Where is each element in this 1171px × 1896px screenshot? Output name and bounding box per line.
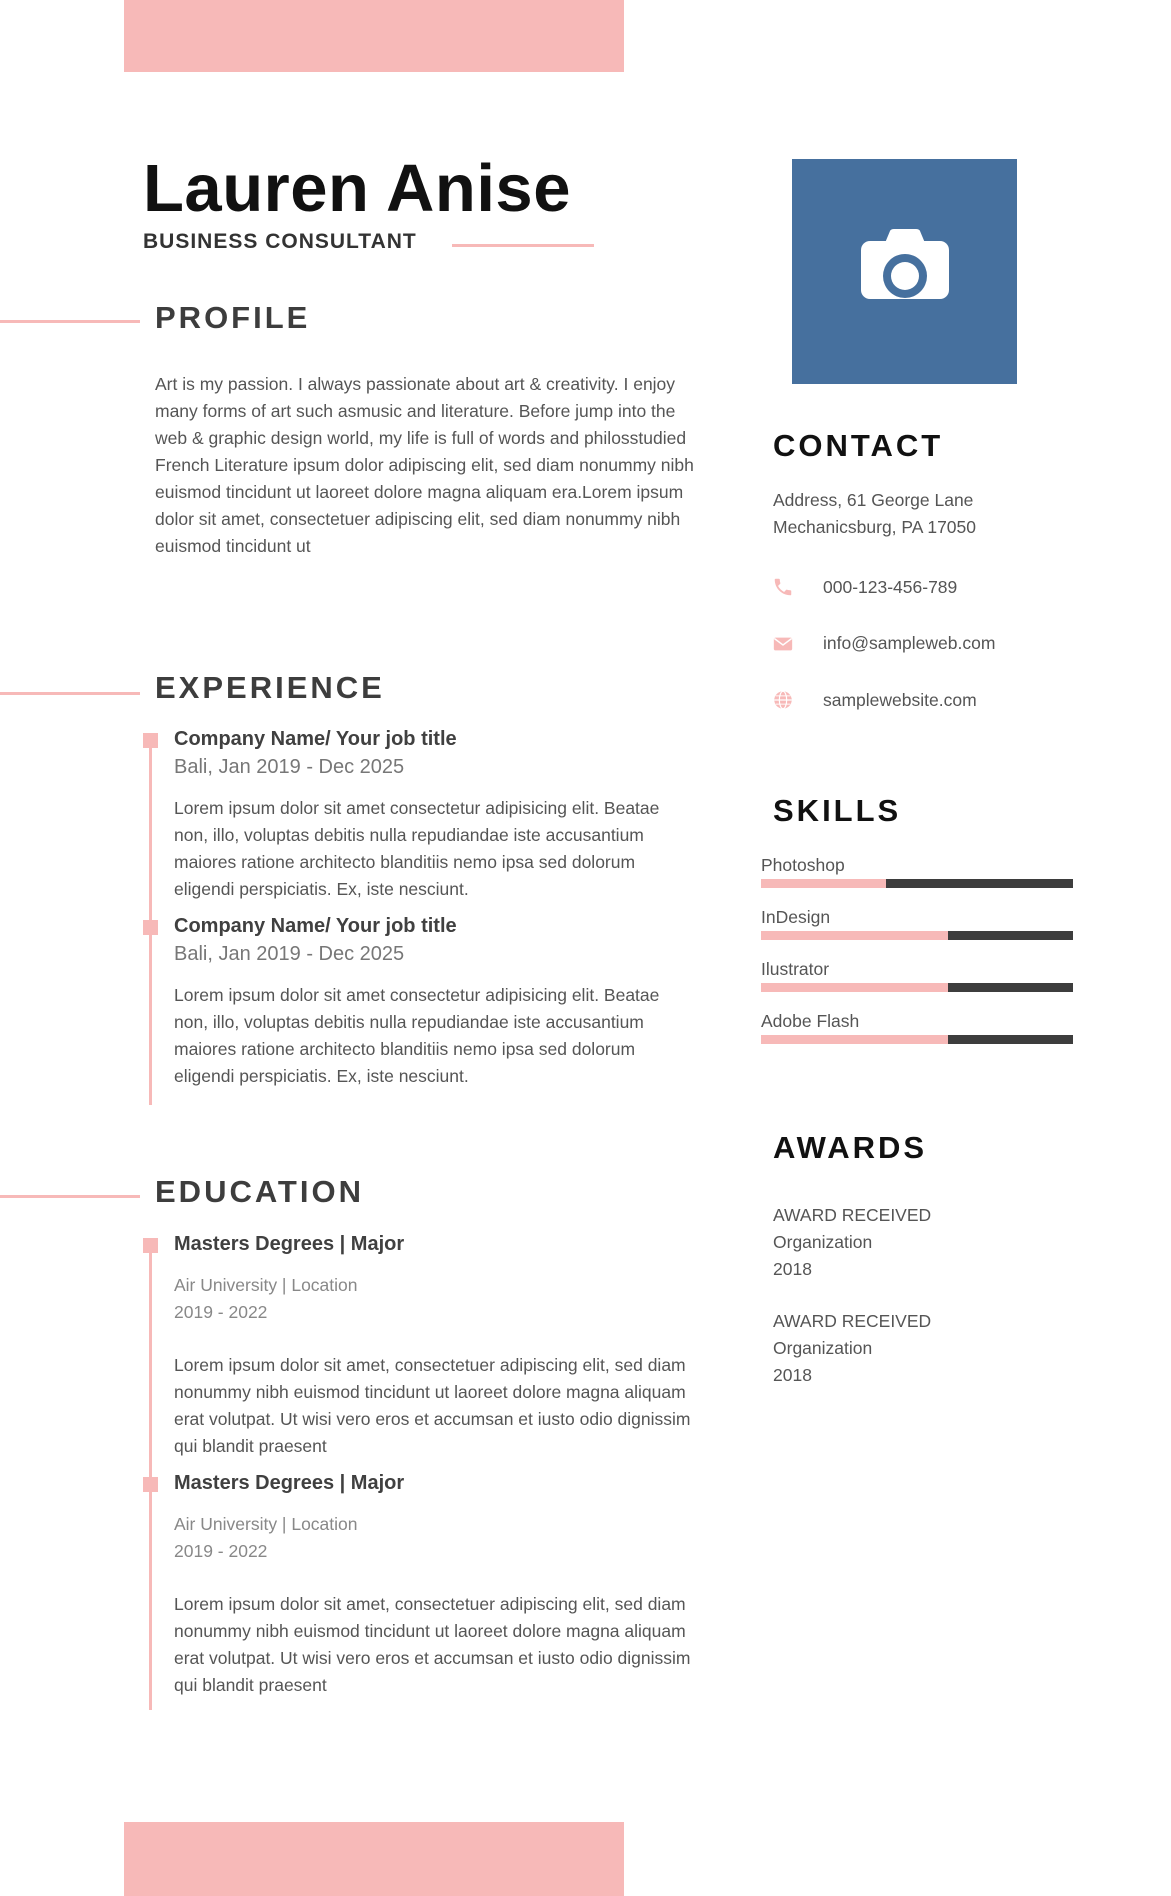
skill-label: Photoshop	[761, 855, 845, 875]
timeline-marker	[143, 1477, 158, 1492]
education-item-title: Masters Degrees | Major	[174, 1472, 405, 1494]
award-year: 2018	[773, 1365, 812, 1385]
contact-website[interactable]: samplewebsite.com	[823, 690, 977, 710]
experience-item-description: Lorem ipsum dolor sit amet consectetur adipisicing elit. Beatae non, illo, voluptas debitis nulla repudiandae iste accusantium maiores ratione architecto blanditiis nemo ipsa sed dolorum eligendi perspiciatis. Ex, iste nesciunt.	[174, 985, 660, 1086]
contact-address-line2: Mechanicsburg, PA 17050	[773, 517, 977, 537]
profile-heading: PROFILE	[155, 300, 311, 335]
education-item-description: Lorem ipsum dolor sit amet, consectetuer adipiscing elit, sed diam nonummy nibh euismod tincidunt ut laoreet dolore magna aliquam erat volutpat. Ut wisi vero eros et accumsan et iusto odio dignissim qui blandit praesent	[174, 1594, 691, 1695]
awards-heading: AWARDS	[773, 1130, 928, 1165]
skill-bar	[761, 983, 1073, 992]
education-item-years: 2019 - 2022	[174, 1541, 268, 1561]
skills-heading: SKILLS	[773, 793, 902, 828]
globe-icon	[772, 689, 794, 711]
camera-icon	[792, 159, 1017, 384]
experience-item-description: Lorem ipsum dolor sit amet consectetur adipisicing elit. Beatae non, illo, voluptas debitis nulla repudiandae iste accusantium maiores ratione architecto blanditiis nemo ipsa sed dolorum eligendi perspiciatis. Ex, iste nesciunt.	[174, 798, 660, 899]
education-item-school: Air University | Location	[174, 1275, 358, 1295]
contact-phone[interactable]: 000-123-456-789	[823, 577, 958, 597]
skill-bar-fill	[761, 879, 886, 888]
experience-item-title: Company Name/ Your job title	[174, 915, 457, 937]
skill-label: Adobe Flash	[761, 1011, 860, 1031]
profile-text: Art is my passion. I always passionate about art & creativity. I enjoy many forms of art such asmusic and literature. Before jump into the web & graphic design world, my life is full of words and philosstudied French Literature ipsum dolor adipiscing elit, sed diam nonummy nibh euismod tincidunt ut laoreet dolore magna aliquam era.Lorem ipsum dolor sit amet, consectetuer adipiscing elit, sed diam nonummy nibh euismod tincidunt ut	[155, 374, 694, 556]
skill-bar-fill	[761, 983, 948, 992]
education-timeline	[149, 1240, 152, 1710]
timeline-marker	[143, 1238, 158, 1253]
skill-bar	[761, 879, 1073, 888]
education-heading: EDUCATION	[155, 1174, 364, 1209]
award-organization: Organization	[773, 1338, 873, 1358]
education-item-title: Masters Degrees | Major	[174, 1233, 405, 1255]
award-title: AWARD RECEIVED	[773, 1205, 932, 1225]
skill-label: Ilustrator	[761, 959, 830, 979]
award-year: 2018	[773, 1259, 812, 1279]
experience-item-title: Company Name/ Your job title	[174, 728, 457, 750]
job-title: BUSINESS CONSULTANT	[143, 230, 417, 253]
skill-bar	[761, 1035, 1073, 1044]
profile-divider	[0, 320, 140, 323]
experience-item-subtitle: Bali, Jan 2019 - Dec 2025	[174, 756, 405, 778]
experience-divider	[0, 692, 140, 695]
skill-bar-fill	[761, 1035, 948, 1044]
award-organization: Organization	[773, 1232, 873, 1252]
skill-bar	[761, 931, 1073, 940]
education-item-school: Air University | Location	[174, 1514, 358, 1534]
resume-name: Lauren Anise	[143, 151, 571, 226]
experience-heading: EXPERIENCE	[155, 670, 385, 705]
education-item-description: Lorem ipsum dolor sit amet, consectetuer adipiscing elit, sed diam nonummy nibh euismod tincidunt ut laoreet dolore magna aliquam erat volutpat. Ut wisi vero eros et accumsan et iusto odio dignissim qui blandit praesent	[174, 1355, 691, 1456]
timeline-marker	[143, 920, 158, 935]
education-divider	[0, 1195, 140, 1198]
experience-item-subtitle: Bali, Jan 2019 - Dec 2025	[174, 943, 405, 965]
contact-address-line1: Address, 61 George Lane	[773, 490, 974, 510]
skill-label: InDesign	[761, 907, 831, 927]
skill-bar-fill	[761, 931, 948, 940]
top-accent-bar	[124, 0, 624, 72]
bottom-accent-bar	[124, 1822, 624, 1896]
education-item-years: 2019 - 2022	[174, 1302, 268, 1322]
envelope-icon	[772, 633, 794, 655]
contact-heading: CONTACT	[773, 428, 944, 463]
photo-placeholder[interactable]	[792, 159, 1017, 384]
title-divider	[452, 244, 594, 247]
contact-email[interactable]: info@sampleweb.com	[823, 633, 996, 653]
award-title: AWARD RECEIVED	[773, 1311, 932, 1331]
timeline-marker	[143, 733, 158, 748]
phone-icon	[772, 576, 794, 598]
